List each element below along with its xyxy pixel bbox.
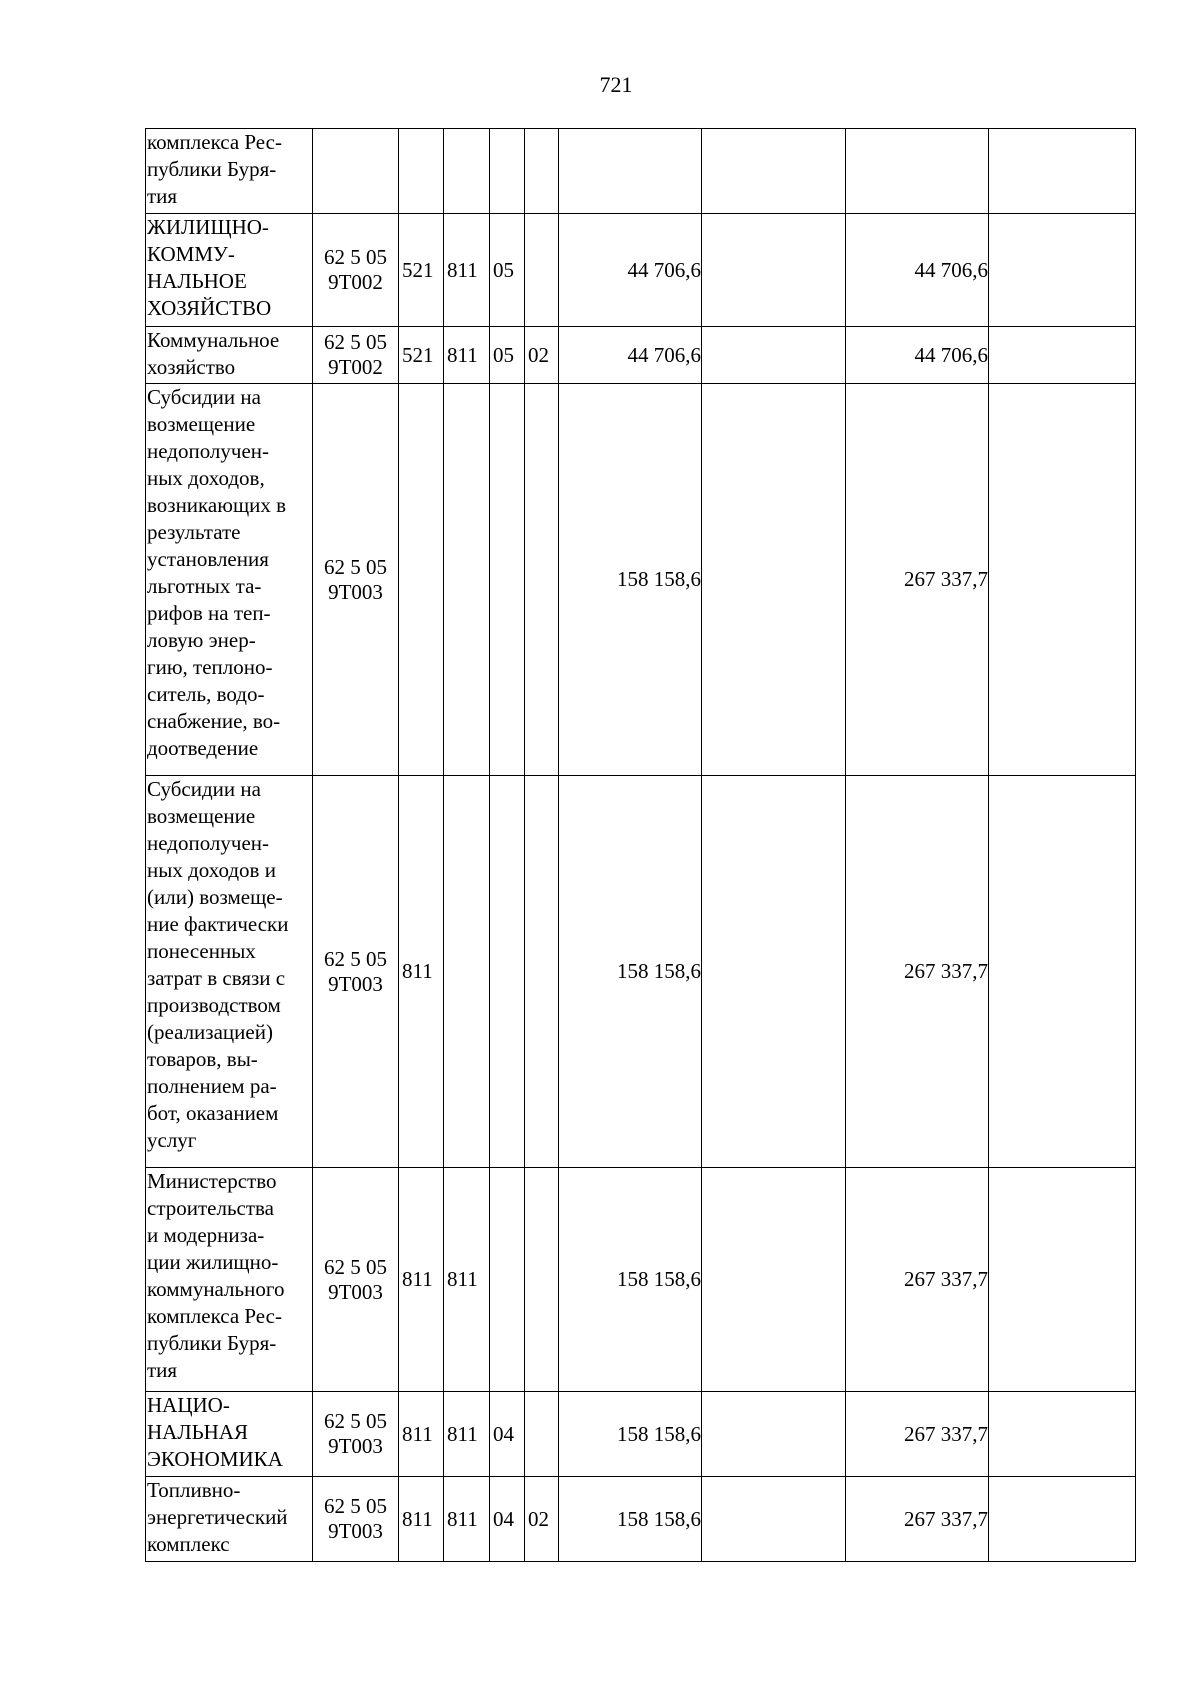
row-amount-cell-1-text: 158 158,6 — [617, 959, 701, 983]
row-target-article-cell — [313, 1477, 399, 1562]
table-row — [146, 1477, 1136, 1562]
row-subsection-cell — [525, 1477, 559, 1562]
row-code-cell-2 — [444, 776, 490, 1168]
row-name-cell — [146, 214, 313, 327]
row-amount-cell-3 — [846, 384, 989, 776]
row-amount-cell-2 — [702, 776, 846, 1168]
row-amount-cell-4 — [989, 1168, 1136, 1392]
row-target-article-cell-text: 62 5 05 9Т003 — [324, 946, 387, 996]
table-row — [146, 214, 1136, 327]
row-name-cell-text: Коммунальное хозяйство — [147, 328, 280, 379]
row-name-cell — [146, 384, 313, 776]
row-subsection-cell — [525, 776, 559, 1168]
row-target-article-cell-text: 62 5 05 9Т003 — [324, 554, 387, 604]
row-section-cell — [490, 1392, 525, 1477]
row-amount-cell-1-text: 44 706,6 — [627, 257, 701, 282]
row-amount-cell-3-text: 44 706,6 — [914, 342, 988, 367]
row-amount-cell-1-text: 158 158,6 — [617, 1506, 701, 1531]
row-subsection-cell — [525, 129, 559, 214]
row-section-cell — [490, 1477, 525, 1562]
row-code-cell-2 — [444, 327, 490, 384]
row-amount-cell-3 — [846, 1392, 989, 1477]
row-section-cell-text: 04 — [493, 1421, 514, 1446]
row-name-cell-text: Субсидии на возмещение недополучен- ных доходов и (или) возмеще- ние фактически понесенных затрат в связи с производством (реализацией) товаров, вы- полнением ра- бот, оказанием услуг — [147, 777, 289, 1152]
row-section-cell — [490, 327, 525, 384]
row-code-cell-2-text: 811 — [447, 257, 478, 282]
row-code-cell-2-text: 811 — [447, 1267, 478, 1291]
row-amount-cell-1 — [559, 327, 702, 384]
row-code-cell-1 — [399, 776, 444, 1168]
row-subsection-cell-text: 02 — [528, 342, 549, 367]
row-section-cell-text: 05 — [493, 342, 514, 367]
row-amount-cell-1-text: 158 158,6 — [617, 567, 701, 591]
row-name-cell-text: Субсидии на возмещение недополучен- ных доходов, возникающих в результате установления льготных та- рифов на теп- ловую энер- гию, теплоно- ситель, водо- снабжение, во- доотведение — [147, 385, 287, 760]
row-amount-cell-1 — [559, 1392, 702, 1477]
row-code-cell-2-text: 811 — [447, 1506, 478, 1531]
row-amount-cell-1 — [559, 1477, 702, 1562]
row-subsection-cell — [525, 327, 559, 384]
table-row — [146, 776, 1136, 1168]
row-code-cell-2 — [444, 1392, 490, 1477]
row-section-cell — [490, 1168, 525, 1392]
row-amount-cell-4 — [989, 384, 1136, 776]
row-code-cell-1 — [399, 1477, 444, 1562]
row-amount-cell-2 — [702, 1392, 846, 1477]
row-section-cell — [490, 129, 525, 214]
row-name-cell-text: Топливно- энергетический комплекс — [147, 1478, 288, 1556]
row-section-cell — [490, 384, 525, 776]
row-target-article-cell — [313, 129, 399, 214]
row-name-cell — [146, 129, 313, 214]
row-amount-cell-4 — [989, 327, 1136, 384]
row-name-cell-text: НАЦИО- НАЛЬНАЯ ЭКОНОМИКА — [147, 1393, 283, 1471]
row-amount-cell-3-text: 267 337,7 — [904, 1421, 988, 1446]
row-amount-cell-1 — [559, 214, 702, 327]
row-amount-cell-3 — [846, 1477, 989, 1562]
row-code-cell-1-text: 811 — [402, 959, 433, 983]
row-amount-cell-3-text: 267 337,7 — [904, 959, 988, 983]
row-amount-cell-2 — [702, 1477, 846, 1562]
row-target-article-cell — [313, 327, 399, 384]
table-row — [146, 129, 1136, 214]
row-amount-cell-1 — [559, 1168, 702, 1392]
row-amount-cell-2 — [702, 327, 846, 384]
row-code-cell-1 — [399, 384, 444, 776]
row-name-cell — [146, 327, 313, 384]
row-name-cell-text: комплекса Рес- публики Буря- тия — [147, 130, 282, 208]
row-code-cell-2-text: 811 — [447, 342, 478, 367]
page-number: 721 — [599, 72, 633, 97]
budget-table — [145, 128, 1136, 1562]
row-amount-cell-3-text: 267 337,7 — [904, 567, 988, 591]
row-amount-cell-2 — [702, 384, 846, 776]
row-name-cell-text: Министерство строительства и модерниза- ции жилищно- коммунального комплекса Рес- публики Буря- тия — [147, 1169, 285, 1382]
row-amount-cell-1 — [559, 776, 702, 1168]
row-amount-cell-2 — [702, 129, 846, 214]
row-code-cell-1-text: 521 — [402, 342, 434, 367]
row-amount-cell-3 — [846, 776, 989, 1168]
row-target-article-cell — [313, 776, 399, 1168]
row-amount-cell-3 — [846, 327, 989, 384]
row-subsection-cell — [525, 1168, 559, 1392]
row-target-article-cell — [313, 384, 399, 776]
row-amount-cell-3-text: 267 337,7 — [904, 1506, 988, 1531]
row-code-cell-1 — [399, 214, 444, 327]
row-section-cell-text: 05 — [493, 257, 514, 282]
row-code-cell-2 — [444, 1477, 490, 1562]
row-amount-cell-2 — [702, 214, 846, 327]
row-target-article-cell-text: 62 5 05 9Т003 — [324, 1409, 387, 1458]
row-target-article-cell-text: 62 5 05 9Т003 — [324, 1494, 387, 1543]
row-amount-cell-1-text: 158 158,6 — [617, 1267, 701, 1291]
row-code-cell-2 — [444, 214, 490, 327]
row-code-cell-1 — [399, 1168, 444, 1392]
row-code-cell-2-text: 811 — [447, 1421, 478, 1446]
row-target-article-cell-text: 62 5 05 9Т003 — [324, 1254, 387, 1304]
row-code-cell-2 — [444, 129, 490, 214]
row-amount-cell-1 — [559, 129, 702, 214]
row-code-cell-1 — [399, 327, 444, 384]
row-name-cell-text: ЖИЛИЩНО- КОММУ- НАЛЬНОЕ ХОЗЯЙСТВО — [147, 215, 272, 320]
row-amount-cell-1 — [559, 384, 702, 776]
row-amount-cell-4 — [989, 776, 1136, 1168]
row-subsection-cell — [525, 1392, 559, 1477]
row-section-cell — [490, 776, 525, 1168]
row-subsection-cell-text: 02 — [528, 1506, 549, 1531]
row-code-cell-1-text: 811 — [402, 1267, 433, 1291]
row-code-cell-1 — [399, 1392, 444, 1477]
row-amount-cell-4 — [989, 1477, 1136, 1562]
table-row — [146, 1168, 1136, 1392]
row-target-article-cell — [313, 1392, 399, 1477]
row-subsection-cell — [525, 384, 559, 776]
row-target-article-cell — [313, 214, 399, 327]
row-subsection-cell — [525, 214, 559, 327]
row-target-article-cell — [313, 1168, 399, 1392]
row-amount-cell-1-text: 44 706,6 — [627, 342, 701, 367]
row-amount-cell-3 — [846, 129, 989, 214]
row-code-cell-2 — [444, 1168, 490, 1392]
row-amount-cell-3 — [846, 214, 989, 327]
row-code-cell-1 — [399, 129, 444, 214]
row-amount-cell-3-text: 267 337,7 — [904, 1267, 988, 1291]
table-row — [146, 384, 1136, 776]
row-section-cell-text: 04 — [493, 1506, 514, 1531]
row-amount-cell-4 — [989, 129, 1136, 214]
row-amount-cell-4 — [989, 1392, 1136, 1477]
table-row — [146, 1392, 1136, 1477]
row-amount-cell-3-text: 44 706,6 — [914, 257, 988, 282]
row-name-cell — [146, 1168, 313, 1392]
row-name-cell — [146, 1392, 313, 1477]
row-amount-cell-4 — [989, 214, 1136, 327]
row-target-article-cell-text: 62 5 05 9Т002 — [324, 245, 387, 294]
row-amount-cell-2 — [702, 1168, 846, 1392]
row-code-cell-2 — [444, 384, 490, 776]
row-code-cell-1-text: 811 — [402, 1506, 433, 1531]
row-section-cell — [490, 214, 525, 327]
row-target-article-cell-text: 62 5 05 9Т002 — [324, 330, 387, 379]
row-amount-cell-3 — [846, 1168, 989, 1392]
row-amount-cell-1-text: 158 158,6 — [617, 1421, 701, 1446]
table-row — [146, 327, 1136, 384]
row-code-cell-1-text: 811 — [402, 1421, 433, 1446]
row-name-cell — [146, 1477, 313, 1562]
row-code-cell-1-text: 521 — [402, 257, 434, 282]
row-name-cell — [146, 776, 313, 1168]
